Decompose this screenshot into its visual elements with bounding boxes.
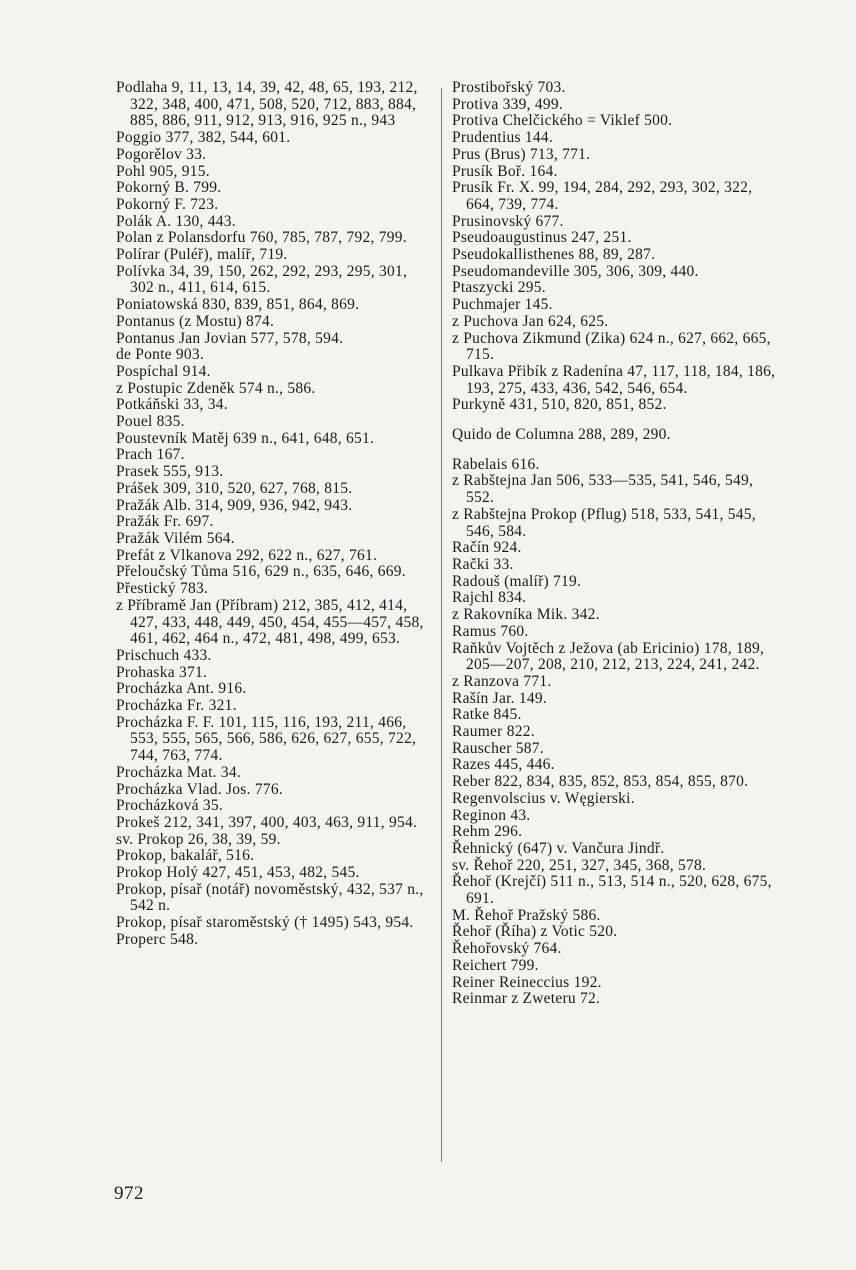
index-entry: Protiva 339, 499.	[452, 95, 564, 113]
index-entry: Reber 822, 834, 835, 852, 853, 854, 855, 870.	[452, 773, 749, 791]
index-entry: z Puchova Zikmund (Zika) 624 n., 627, 662, 665, 715.	[452, 329, 771, 364]
index-entry: Reiner Reineccius 192.	[452, 973, 602, 991]
index-entry: z Postupic Zdeněk 574 n., 586.	[116, 379, 316, 397]
column-divider	[441, 88, 442, 1162]
index-entry: z Rakovníka Mik. 342.	[452, 606, 600, 624]
index-entry: Rajchl 834.	[452, 589, 527, 607]
index-entry: Properc 548.	[116, 930, 199, 948]
index-entry: z Příbramě Jan (Příbram) 212, 385, 412, 414, 427, 433, 448, 449, 450, 454, 455—457, 458, 461, 462, 464 n., 472, 481, 498, 499, 653.	[116, 596, 424, 648]
index-entry: Přeloučský Tůma 516, 629 n., 635, 646, 669.	[116, 563, 406, 581]
index-entry: Raumer 822.	[452, 723, 535, 741]
index-column-right	[452, 80, 782, 1008]
index-entry: Pospíchal 914.	[116, 362, 211, 380]
index-entry: Prasek 555, 913.	[116, 463, 224, 481]
index-entry: Prášek 309, 310, 520, 627, 768, 815.	[116, 479, 353, 497]
index-entry: Prokop, písař (notář) novoměstský, 432, 537 n., 542 n.	[116, 880, 424, 915]
index-entry: Řehoř (Říha) z Votic 520.	[452, 923, 618, 941]
index-entry: sv. Řehoř 220, 251, 327, 345, 368, 578.	[452, 856, 707, 874]
index-entry: Polák A. 130, 443.	[116, 212, 236, 230]
index-entry: Pseudoaugustinus 247, 251.	[452, 229, 632, 247]
index-entry: Pokorný F. 723.	[116, 195, 219, 213]
index-entry: Řehnický (647) v. Vančura Jindř.	[452, 839, 665, 857]
index-entry: Podlaha 9, 11, 13, 14, 39, 42, 48, 65, 193, 212, 322, 348, 400, 471, 508, 520, 712, 883, 884, 885, 886, 911, 912, 913, 916, 925 n., 943	[116, 79, 418, 130]
index-entry: Pražák Vilém 564.	[116, 529, 235, 547]
index-column-left	[116, 80, 434, 949]
index-entry: Ratke 845.	[452, 706, 522, 724]
index-entry: Pouel 835.	[116, 413, 185, 431]
index-entry: Prefát z Vlkanova 292, 622 n., 627, 761.	[116, 546, 378, 564]
index-entry: Prusinovský 677.	[452, 212, 564, 230]
index-entry: Prokop Holý 427, 451, 453, 482, 545.	[116, 864, 360, 882]
index-entry: Prostibořský 703.	[452, 79, 566, 96]
index-entry: z Rabštejna Jan 506, 533—535, 541, 546, 549, 552.	[452, 472, 754, 507]
index-entry: Prokop, bakalář, 516.	[116, 847, 255, 865]
index-entry: Polírar (Puléř), malíř, 719.	[116, 246, 288, 264]
index-entry: Rabelais 616.	[452, 455, 540, 473]
index-entry: Protiva Chelčického = Viklef 500.	[452, 112, 673, 130]
index-entry: Rehm 296.	[452, 823, 523, 841]
index-entry: Přestický 783.	[116, 580, 209, 598]
index-entry: Pseudokallisthenes 88, 89, 287.	[452, 246, 656, 264]
index-entry: Pontanus (z Mostu) 874.	[116, 312, 275, 330]
index-entry: Procházka Mat. 34.	[116, 763, 242, 781]
index-entry: Quido de Columna 288, 289, 290.	[452, 426, 671, 444]
index-entry: Pogorělov 33.	[116, 145, 207, 163]
index-entry: Reginon 43.	[452, 806, 531, 824]
index-entry: Ramus 760.	[452, 622, 529, 640]
index-entry: Regenvolscius v. Węgierski.	[452, 789, 635, 807]
index-entry: Rački 33.	[452, 555, 514, 573]
page-number: 972	[114, 1183, 144, 1204]
index-entry: Řehořovský 764.	[452, 940, 562, 958]
index-entry: z Ranzova 771.	[452, 672, 552, 690]
index-entry: z Rabštejna Prokop (Pflug) 518, 533, 541, 545, 546, 584.	[452, 505, 756, 540]
index-entry: Polan z Polansdorfu 760, 785, 787, 792, 799.	[116, 229, 407, 247]
index-entry: Račín 924.	[452, 539, 522, 557]
index-entry: Prokop, písař staroměstský († 1495) 543, 954.	[116, 914, 414, 932]
index-entry: Prusík Fr. X. 99, 194, 284, 292, 293, 302, 322, 664, 739, 774.	[452, 179, 753, 213]
index-entry: de Ponte 903.	[116, 346, 205, 364]
index-entry: Prach 167.	[116, 446, 185, 464]
index-entry: Rašín Jar. 149.	[452, 689, 548, 707]
index-entry: Purkyně 431, 510, 820, 851, 852.	[452, 396, 667, 414]
index-entry: Pražák Fr. 697.	[116, 513, 214, 531]
index-entry: Pulkava Přibík z Radenína 47, 117, 118, 184, 186, 193, 275, 433, 436, 542, 546, 654.	[452, 362, 776, 397]
index-entry: Procházka Ant. 916.	[116, 680, 247, 698]
index-entry: Prischuch 433.	[116, 646, 212, 664]
index-entry: Ptaszycki 295.	[452, 279, 546, 297]
index-entry: Razes 445, 446.	[452, 756, 555, 774]
index-entry: Procházka Fr. 321.	[116, 697, 237, 715]
index-entry: Poustevník Matěj 639 n., 641, 648, 651.	[116, 429, 375, 447]
index-entry: Potkáňski 33, 34.	[116, 396, 228, 414]
index-entry: Radouš (malíř) 719.	[452, 572, 582, 590]
index-entry: Procházková 35.	[116, 797, 224, 815]
index-entry: sv. Prokop 26, 38, 39, 59.	[116, 830, 281, 848]
index-entry: Prohaska 371.	[116, 663, 208, 681]
index-entry: z Puchova Jan 624, 625.	[452, 312, 609, 330]
index-entry: Rauscher 587.	[452, 739, 544, 757]
index-entry: Pokorný B. 799.	[116, 179, 222, 197]
index-entry: Raňkův Vojtěch z Ježova (ab Ericinio) 178, 189, 205—207, 208, 210, 212, 213, 224, 241, 242.	[452, 639, 765, 674]
index-entry: M. Řehoř Pražský 586.	[452, 906, 601, 924]
index-entry: Prus (Brus) 713, 771.	[452, 145, 591, 163]
index-entry: Prudentius 144.	[452, 129, 554, 147]
index-entry: Pseudomandeville 305, 306, 309, 440.	[452, 262, 699, 280]
index-entry: Poggio 377, 382, 544, 601.	[116, 129, 291, 147]
index-entry: Puchmajer 145.	[452, 296, 553, 314]
index-entry: Pohl 905, 915.	[116, 162, 210, 180]
index-entry: Reinmar z Zweteru 72.	[452, 990, 601, 1008]
index-entry: Procházka Vlad. Jos. 776.	[116, 780, 283, 798]
index-entry: Prokeš 212, 341, 397, 400, 403, 463, 911, 954.	[116, 813, 418, 831]
index-entry: Poniatowská 830, 839, 851, 864, 869.	[116, 296, 360, 314]
index-entry: Pontanus Jan Jovian 577, 578, 594.	[116, 329, 344, 347]
index-entry: Reichert 799.	[452, 956, 539, 974]
index-entry: Prusík Boř. 164.	[452, 162, 558, 180]
index-entry: Procházka F. F. 101, 115, 116, 193, 211, 466, 553, 555, 565, 566, 586, 626, 627, 655, 722, 744, 763, 774.	[116, 713, 417, 765]
index-entry: Polívka 34, 39, 150, 262, 292, 293, 295, 301, 302 n., 411, 614, 615.	[116, 262, 408, 297]
index-entry: Řehoř (Krejčí) 511 n., 513, 514 n., 520, 628, 675, 691.	[452, 873, 772, 908]
index-entry: Pražák Alb. 314, 909, 936, 942, 943.	[116, 496, 353, 514]
